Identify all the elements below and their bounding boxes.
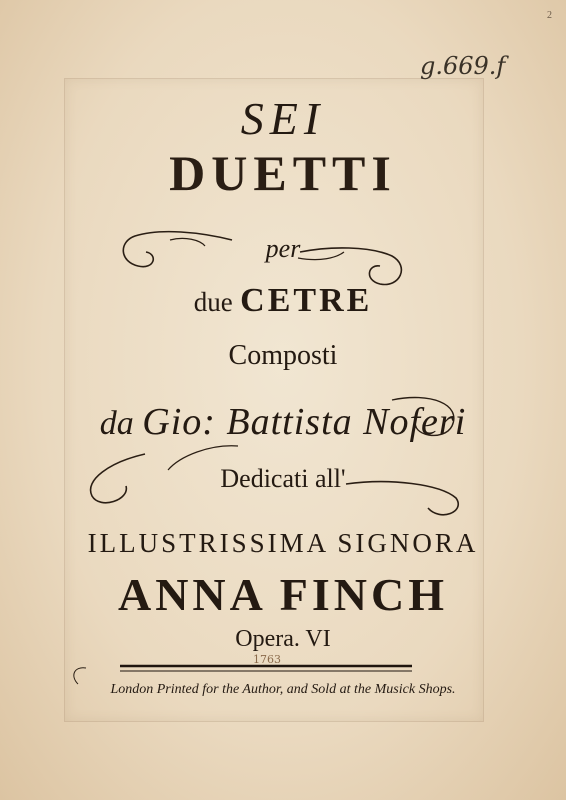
- title-per: per: [265, 234, 301, 263]
- dedication-label: Dedicati all': [220, 464, 346, 493]
- dedicatee-name: ANNA FINCH: [117, 569, 449, 620]
- title-sei: SEI: [240, 93, 326, 144]
- corner-page-number: 2: [547, 10, 552, 21]
- opus-number: Opera. VI: [235, 626, 331, 652]
- title-due-cetre: [0, 282, 566, 320]
- composer-line: [0, 400, 566, 444]
- title-cetre: CETRE: [240, 282, 373, 319]
- composer-da: da: [99, 405, 134, 442]
- imprint-line: London Printed for the Author, and Sold at the Musick Shops.: [110, 682, 456, 697]
- title-duetti: DUETTI: [169, 145, 397, 201]
- year-annotation: 1763: [253, 653, 281, 666]
- library-shelfmark: g.669.f: [420, 52, 506, 80]
- composer-name: Gio: Battista Noferi: [142, 401, 467, 443]
- composti-label: Composti: [228, 340, 338, 371]
- title-due: due: [193, 287, 233, 317]
- dedication-honorific: ILLUSTRISSIMA SIGNORA: [87, 528, 479, 558]
